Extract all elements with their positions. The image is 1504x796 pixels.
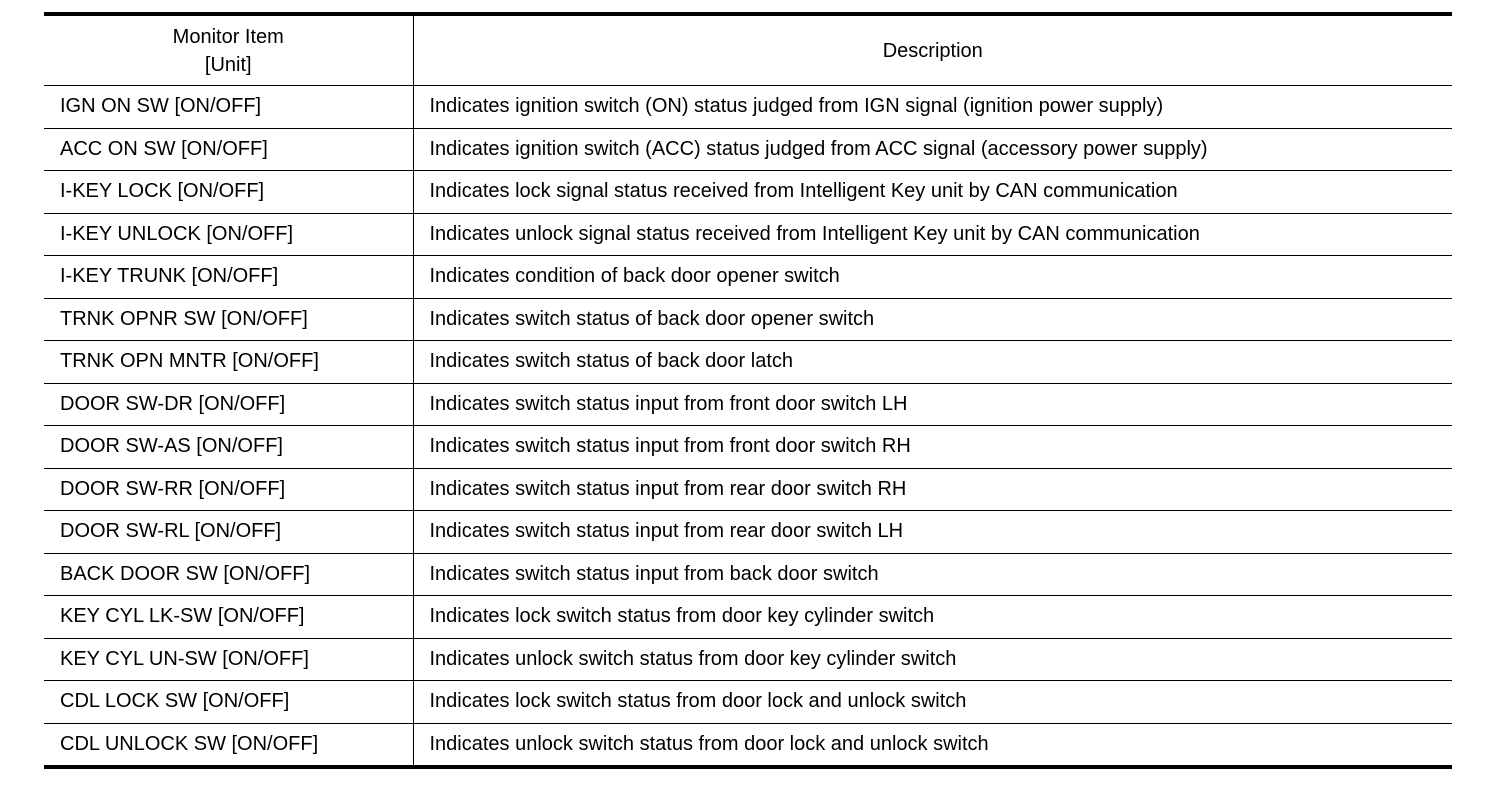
- monitor-item-cell: BACK DOOR SW [ON/OFF]: [44, 553, 413, 596]
- description-cell: Indicates switch status input from front door switch LH: [413, 383, 1452, 426]
- description-cell: Indicates unlock switch status from door key cylinder switch: [413, 638, 1452, 681]
- table-row: [44, 426, 1452, 469]
- description-cell: Indicates switch status input from rear door switch RH: [413, 468, 1452, 511]
- table-row: [44, 468, 1452, 511]
- monitor-item-cell: ACC ON SW [ON/OFF]: [44, 128, 413, 171]
- table-row: [44, 86, 1452, 129]
- table-row: [44, 638, 1452, 681]
- description-cell: Indicates lock switch status from door key cylinder switch: [413, 596, 1452, 639]
- header-description: Description: [413, 14, 1452, 86]
- description-cell: Indicates unlock switch status from door lock and unlock switch: [429, 732, 989, 755]
- monitor-item-cell: I-KEY TRUNK [ON/OFF]: [44, 256, 413, 299]
- table-row: [44, 213, 1452, 256]
- monitor-item-cell: DOOR SW-RR [ON/OFF]: [44, 468, 413, 511]
- table-row: [44, 256, 1452, 299]
- description-cell: Indicates unlock signal status received from Intelligent Key unit by CAN communication: [413, 213, 1452, 256]
- description-cell: Indicates lock signal status received from Intelligent Key unit by CAN communication: [413, 171, 1452, 214]
- monitor-item-cell: KEY CYL UN-SW [ON/OFF]: [44, 638, 413, 681]
- table-row: [44, 341, 1452, 384]
- table-row: [44, 128, 1452, 171]
- monitor-item-cell: IGN ON SW [ON/OFF]: [44, 86, 413, 129]
- table-row: [44, 723, 1452, 767]
- monitor-item-cell: CDL LOCK SW [ON/OFF]: [44, 681, 413, 724]
- description-cell: Indicates ignition switch (ACC) status judged from ACC signal (accessory power supply): [413, 128, 1452, 171]
- table-row: [44, 681, 1452, 724]
- table-row: [44, 171, 1452, 214]
- monitor-item-cell: TRNK OPNR SW [ON/OFF]: [44, 298, 413, 341]
- description-cell: Indicates switch status input from back door switch: [413, 553, 1452, 596]
- table-row: [44, 553, 1452, 596]
- monitor-item-cell: DOOR SW-DR [ON/OFF]: [44, 383, 413, 426]
- monitor-item-cell: I-KEY UNLOCK [ON/OFF]: [44, 213, 413, 256]
- monitor-item-cell: TRNK OPN MNTR [ON/OFF]: [44, 341, 413, 384]
- description-cell: Indicates switch status of back door latch: [413, 341, 1452, 384]
- table-row: [44, 596, 1452, 639]
- description-cell: Indicates switch status input from front door switch RH: [413, 426, 1452, 469]
- description-cell: Indicates switch status input from rear door switch LH: [413, 511, 1452, 554]
- description-cell: Indicates lock switch status from door lock and unlock switch: [413, 681, 1452, 724]
- description-cell: Indicates condition of back door opener switch: [413, 256, 1452, 299]
- description-cell: Indicates ignition switch (ON) status judged from IGN signal (ignition power supply): [413, 86, 1452, 129]
- monitor-item-cell: I-KEY LOCK [ON/OFF]: [44, 171, 413, 214]
- monitor-item-cell: KEY CYL LK-SW [ON/OFF]: [44, 596, 413, 639]
- header-monitor-item: [44, 14, 413, 86]
- monitor-item-cell: DOOR SW-RL [ON/OFF]: [44, 511, 413, 554]
- table-header-row: [44, 14, 1452, 86]
- monitor-item-cell: CDL UNLOCK SW [ON/OFF]: [44, 723, 413, 767]
- table-row: [44, 383, 1452, 426]
- header-unit-label: [Unit]: [204, 53, 252, 76]
- description-cell: Indicates switch status of back door opener switch: [413, 298, 1452, 341]
- header-monitor-item-label: Monitor Item: [172, 25, 284, 48]
- table-row: [44, 298, 1452, 341]
- table-row: [44, 511, 1452, 554]
- monitor-item-cell: DOOR SW-AS [ON/OFF]: [44, 426, 413, 469]
- monitor-item-table: [44, 12, 1452, 769]
